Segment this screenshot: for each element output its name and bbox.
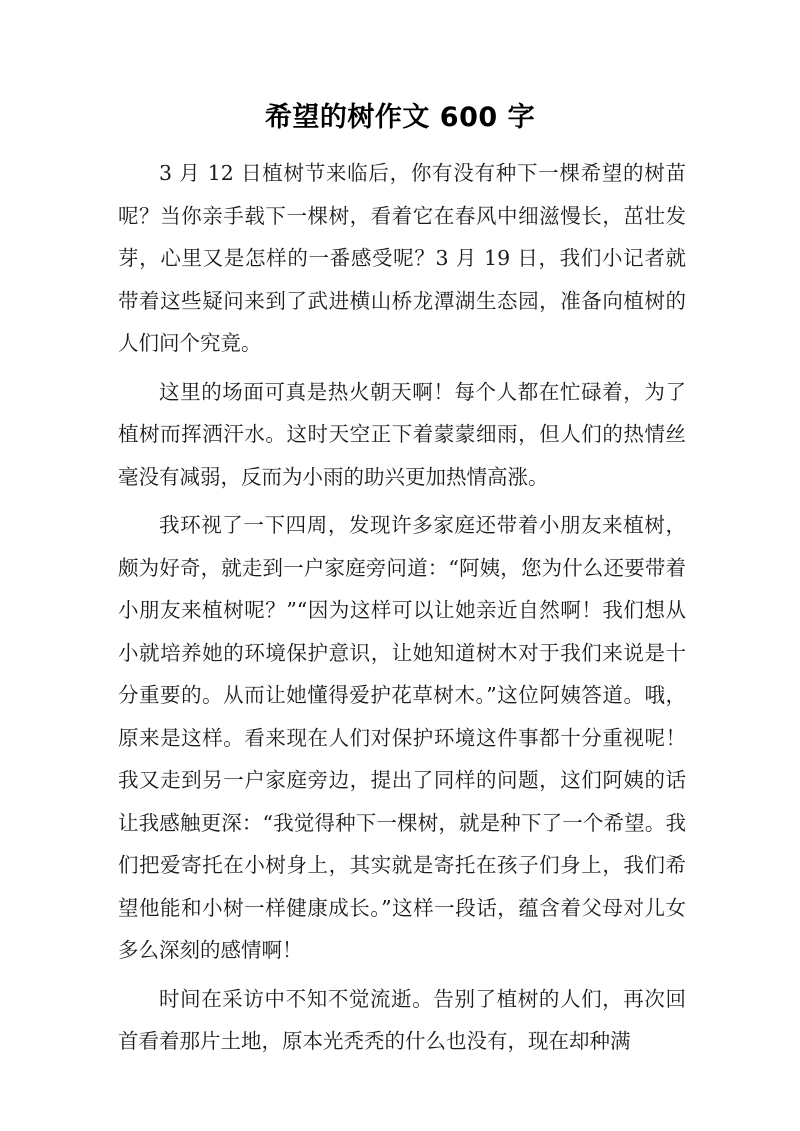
paragraph-4: 时间在采访中不知不觉流逝。告别了植树的人们，再次回首看着那片土地，原本光秃秃的什么也没有，现在却种满 [118, 986, 686, 1053]
document-body [118, 152, 686, 1069]
paragraph-3: 我环视了一下四周，发现许多家庭还带着小朋友来植树，颇为好奇，就走到一户家庭旁问道：“阿姨，您为什么还要带着小朋友来植树呢？”“因为这样可以让她亲近自然啊！我们想从小就培养她的环境保护意识，让她知道树木对于我们来说是十分重要的。从而让她懂得爱护花草树木。”这位阿姨答道。哦，原来是这样。看来现在人们对保护环境这件事都十分重视呢！我又走到另一户家庭旁边，提出了同样的问题，这们阿姨的话让我感触更深：“我觉得种下一棵树，就是种下了一个希望。我们把爱寄托在小树身上，其实就是寄托在孩子们身上，我们希望他能和小树一样健康成长。”这样一段话，蕴含着父母对儿女多么深刻的感情啊！ [118, 513, 686, 962]
paragraph-2: 这里的场面可真是热火朝天啊！每个人都在忙碌着，为了植树而挥洒汗水。这时天空正下着蒙蒙细雨，但人们的热情丝毫没有减弱，反而为小雨的助兴更加热情高涨。 [118, 379, 686, 489]
document-title: 希望的树作文 600 字 [264, 102, 536, 133]
paragraph-1: 3 月 12 日植树节来临后，你有没有种下一棵希望的树苗呢？当你亲手载下一棵树，看着它在春风中细滋慢长，茁壮发芽，心里又是怎样的一番感受呢？3 月 19 日，我们小记者就带着这些疑问来到了武进横山桥龙潭湖生态园，准备向植树的人们问个究竟。 [118, 161, 686, 355]
